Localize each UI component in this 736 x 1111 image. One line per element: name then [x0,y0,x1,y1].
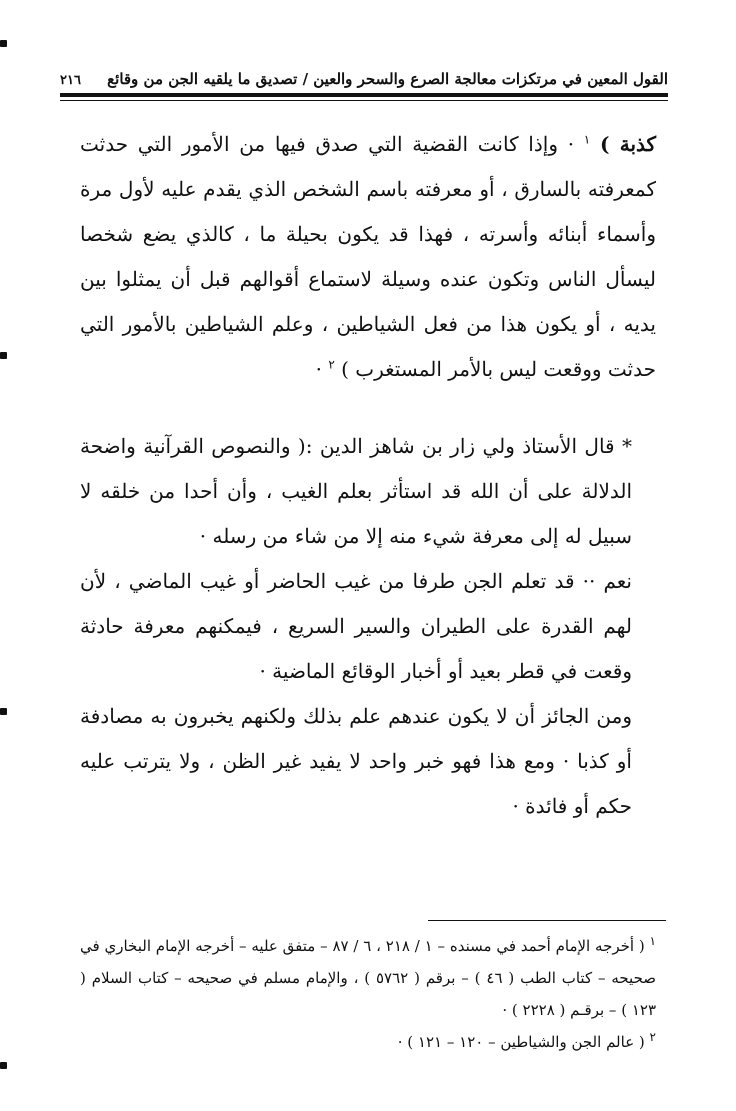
paragraph-4: ومن الجائز أن لا يكون عندهم علم بذلك ولكنهم يخبرون به مصادفة أو كذبا · ومع هذا فهو خبر واحد لا يفيد غير الظن ، ولا يترتب عليه حكم أو فائدة · [80,704,632,818]
footnotes [80,930,656,1058]
paragraph-1 [80,122,656,392]
footnote-ref-2: ٢ [328,357,335,372]
footnote-2-number: ٢ [649,1030,656,1044]
paragraph-1-end: · [315,357,329,381]
footnote-1-number: ١ [649,934,656,948]
page-header [60,56,668,88]
paragraph-1-text: · وإذا كانت القضية التي صدق فيها من الأمور التي حدثت كمعرفته بالسارق ، أو معرفته باسم الشخص الذي يقدم عليه لأول مرة وأسماء أبنائه وأسرته ، فهذا قد يكون بحيلة ما ، كالذي يضع شخصا ليسأل الناس وتكون عنده وسيلة لاستماع أقوالهم قبل أن يمثلوا بين يديه ، أو يكون هذا من فعل الشياطين ، وعلم الشياطين بالأمور التي حدثت ووقعت ليس بالأمر المستغرب ) [80,132,656,381]
footnote-separator [428,920,666,921]
footnote-1-text: ( أخرجه الإمام أحمد في مسنده – ١ / ٢١٨ ، ٦ / ٨٧ – متفق عليه – أخرجه الإمام البخاري في صحيحه – كتاب الطب ( ٤٦ ) – برقم ( ٥٧٦٢ ) ، والإمام مسلم في صحيحه – كتاب السلام ( ١٢٣ ) – برقـم ( ٢٢٢٨ ) · [80,937,657,1019]
footnote-ref-1: ١ [583,132,591,147]
running-title: القول المعين في مرتكزات معالجة الصرع والسحر والعين / تصديق ما يلقيه الجن من وقائع [107,70,668,88]
footnote-2-text: ( عالم الجن والشياطين – ١٢٠ – ١٢١ ) · [397,1033,645,1051]
body-text [80,122,656,829]
margin-mark [0,40,7,47]
paragraph-2: * قال الأستاذ ولي زار بن شاهز الدين :( والنصوص القرآنية واضحة الدلالة على أن الله قد استأثر بعلم الغيب ، وأن أحدا من خلقه لا سبيل له إلى معرفة شيء منه إلا من شاء من رسله · [80,434,632,548]
paragraph-3: نعم ·· قد تعلم الجن طرفا من غيب الحاضر أو غيب الماضي ، لأن لهم القدرة على الطيران والسير السريع ، فيمكنهم معرفة حادثة وقعت في قطر بعيد أو أخبار الوقائع الماضية · [80,569,632,683]
margin-mark [0,708,7,715]
page-number: ٢١٦ [60,73,81,88]
header-rule-thin [60,100,668,101]
footnote-1 [80,930,656,1026]
footnote-2 [80,1026,656,1058]
margin-mark [0,1062,7,1069]
paragraph-gap [80,392,656,424]
paragraph-1-lead: كذبة ) [599,132,657,156]
margin-mark [0,352,7,359]
header-rule-thick [60,93,668,97]
